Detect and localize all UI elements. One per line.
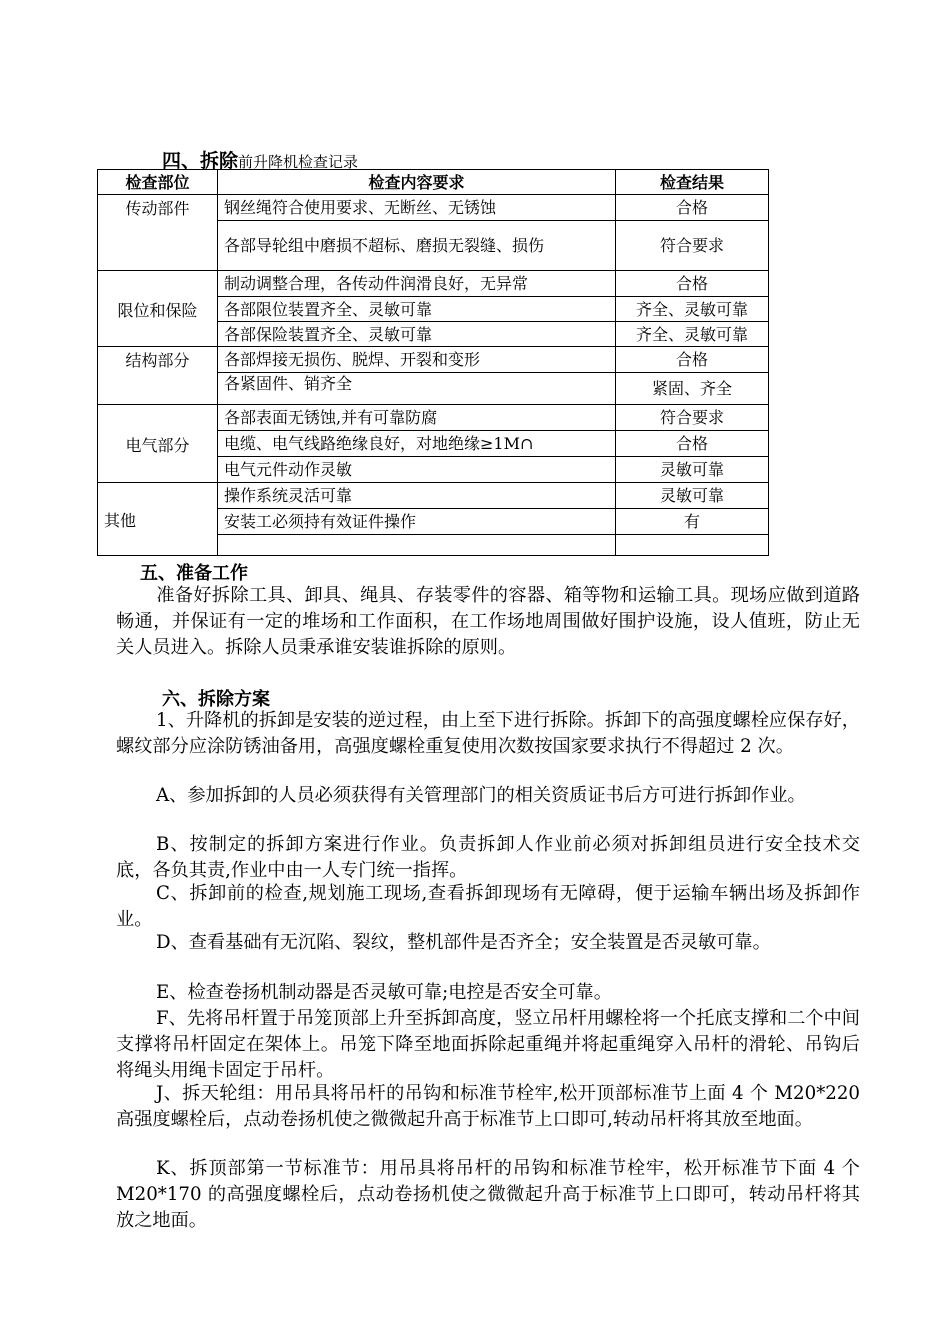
part-cell: 电气部分 [98,405,218,483]
paragraph-c [116,881,860,933]
paragraph-b [116,832,860,884]
result-cell: 符合要求 [616,221,769,271]
paragraph-f [116,1006,860,1084]
table-header-row [98,170,769,195]
requirement-cell: 制动调整合理，各传动件润滑良好，无异常 [218,271,616,297]
paragraph-text: K、拆顶部第一节标准节：用吊具将吊杆的吊钩和标准节栓牢，松开标准节下面 4 个 M20*170 的高强度螺栓后，点动卷扬机使之微微起升高于标准节上口即可，转动吊杆将其放之地面。 [116,1158,860,1231]
result-cell: 合格 [616,347,769,373]
result-cell: 齐全、灵敏可靠 [616,297,769,322]
table-row [98,347,769,373]
paragraph-text: C、拆卸前的检查,规划施工现场,查看拆卸现场有无障碍，便于运输车辆出场及拆卸作业。 [116,883,860,930]
table-row [98,405,769,431]
requirement-cell: 电气元件动作灵敏 [218,457,616,483]
part-cell: 其他 [98,483,218,556]
result-cell: 合格 [616,271,769,297]
section-4-title-sub: 前升降机检查记录 [238,153,359,171]
requirement-cell: 操作系统灵活可靠 [218,483,616,509]
part-cell: 传动部件 [98,195,218,271]
section-4-title-main: 四、拆除 [162,150,239,172]
result-cell: 符合要求 [616,405,769,431]
requirement-cell [218,535,616,556]
paragraph-text: F、先将吊杆置于吊笼顶部上升至拆卸高度，竖立吊杆用螺栓将一个托底支撑和二个中间支撑将吊杆固定在架体上。吊笼下降至地面拆除起重绳并将起重绳穿入吊杆的滑轮、吊钩后将绳头用绳卡固定于吊杆。 [116,1008,860,1081]
requirement-cell: 各部限位装置齐全、灵敏可靠 [218,297,616,322]
paragraph-text: E、检查卷扬机制动器是否灵敏可靠;电控是否安全可靠。 [156,982,612,1003]
requirement-cell: 钢丝绳符合使用要求、无断丝、无锈蚀 [218,195,616,221]
result-cell: 灵敏可靠 [616,457,769,483]
part-cell: 结构部分 [98,347,218,405]
result-cell: 合格 [616,195,769,221]
table-row [98,483,769,509]
result-cell: 灵敏可靠 [616,483,769,509]
requirement-cell: 各部保险装置齐全、灵敏可靠 [218,322,616,347]
inspection-table [97,169,769,556]
requirement-cell: 电缆、电气线路绝缘良好，对地绝缘≥1M∩ [218,431,616,457]
paragraph-text: 1、升降机的拆卸是安装的逆过程，由上至下进行拆除。拆卸下的高强度螺栓应保存好，螺纹部分应涂防锈油备用，高强度螺栓重复使用次数按国家要求执行不得超过 2 次。 [116,710,860,757]
result-cell: 合格 [616,431,769,457]
header-result: 检查结果 [616,170,769,195]
result-cell: 齐全、灵敏可靠 [616,322,769,347]
paragraph-text: D、查看基础有无沉陷、裂纹，整机部件是否齐全；安全装置是否灵敏可靠。 [156,932,771,953]
paragraph-k [116,1156,860,1234]
result-cell: 有 [616,509,769,535]
requirement-cell: 各部导轮组中磨损不超标、磨损无裂缝、损伤 [218,221,616,271]
section-6-heading: 六、拆除方案 [162,689,270,710]
paragraph-a [116,783,860,809]
paragraph-1 [116,708,860,760]
part-cell: 限位和保险 [98,271,218,347]
requirement-cell: 安装工必须持有效证件操作 [218,509,616,535]
paragraph-text: B、按制定的拆卸方案进行作业。负责拆卸人作业前必须对拆卸组员进行安全技术交底，各负其责,作业中由一人专门统一指挥。 [116,834,860,881]
table-row [98,271,769,297]
requirement-cell: 各部焊接无损伤、脱焊、开裂和变形 [218,347,616,373]
requirement-cell: 各紧固件、销齐全 [218,373,616,405]
paragraph-e [116,980,860,1006]
paragraph-j [116,1081,860,1133]
paragraph-text: 准备好拆除工具、卸具、绳具、存装零件的容器、箱等物和运输工具。现场应做到道路畅通，并保证有一定的堆场和工作面积，在工作场地周围做好围护设施，设人值班，防止无关人员进入。拆除人员秉承谁安装谁拆除的原则。 [116,585,860,658]
paragraph-d [116,930,860,956]
result-cell [616,535,769,556]
paragraph-text: J、拆天轮组：用吊具将吊杆的吊钩和标准节栓牢,松开顶部标准节上面 4 个 M20*220 高强度螺栓后，点动卷扬机使之微微起升高于标准节上口即可,转动吊杆将其放至地面。 [116,1083,860,1130]
table-row [98,195,769,221]
section-5-heading: 五、准备工作 [140,563,248,584]
requirement-cell: 各部表面无锈蚀,并有可靠防腐 [218,405,616,431]
section-5-paragraph [116,583,860,661]
header-part: 检查部位 [98,170,218,195]
paragraph-text: A、参加拆卸的人员必须获得有关管理部门的相关资质证书后方可进行拆卸作业。 [156,785,806,806]
header-content: 检查内容要求 [218,170,616,195]
result-cell: 紧固、齐全 [616,373,769,405]
